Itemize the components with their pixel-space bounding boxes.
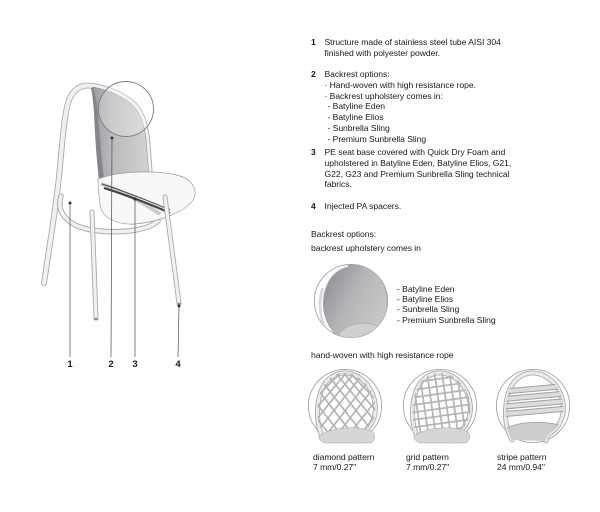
- callout-number-4: 4: [175, 359, 181, 370]
- fabric-item: - Batyline Eden: [397, 284, 455, 294]
- spec-text-line: · Hand-woven with high resistance rope.: [324, 79, 476, 90]
- spec-text-line: upholstered in Batyline Eden, Batyline Elios, G21,: [324, 157, 512, 168]
- pattern-name: grid pattern: [406, 452, 449, 462]
- backrest-upholstery-illustration: [313, 263, 389, 339]
- handwoven-title: hand-woven with high resistance rope: [311, 350, 454, 360]
- spec-item-2: [311, 69, 590, 145]
- spec-text-line: · Backrest upholstery comes in:: [324, 90, 443, 101]
- spec-text-line: PE seat base covered with Quick Dry Foam and: [324, 147, 506, 157]
- callout-number-1: 1: [67, 359, 73, 370]
- backrest-options-title: Backrest options:: [311, 229, 377, 239]
- spec-text-line: fabrics.: [324, 179, 352, 190]
- fabric-item: - Batyline Elios: [397, 294, 454, 305]
- backrest-upholstery-subtitle: backrest upholstery comes in: [311, 243, 421, 253]
- spec-item-4: [311, 201, 590, 212]
- pattern-label-grid: [406, 452, 449, 473]
- pattern-size: 7 mm/0.27": [406, 462, 450, 473]
- spec-text-line: finished with polyester powder.: [324, 47, 440, 58]
- spec-text-line: - Batyline Elios: [327, 112, 384, 123]
- spec-item-1: [311, 37, 590, 59]
- spec-text-line: Backrest options:: [324, 69, 390, 79]
- pattern-label-diamond: [313, 452, 374, 473]
- spec-number: 2: [311, 69, 316, 79]
- pattern-name: diamond pattern: [313, 452, 375, 462]
- pattern-size: 24 mm/0.94": [497, 462, 545, 473]
- spec-text-line: - Premium Sunbrella Sling: [327, 133, 427, 144]
- stripe-pattern-illustration: [495, 368, 571, 444]
- fabric-list: [397, 284, 496, 325]
- spec-text-line: - Batyline Eden: [327, 101, 386, 112]
- spec-text-line: G22, G23 and Premium Sunbrella Sling technical: [324, 168, 510, 179]
- pattern-label-stripe: [497, 452, 546, 473]
- pattern-size: 7 mm/0.27": [313, 462, 357, 473]
- spec-text-line: Injected PA spacers.: [324, 201, 402, 211]
- callout-number-3: 3: [132, 359, 138, 370]
- chair-seat-cushion: [98, 172, 195, 224]
- spec-number: 4: [311, 201, 316, 211]
- spec-number: 3: [311, 147, 316, 157]
- spec-text-line: - Sunbrella Sling: [327, 122, 390, 133]
- fabric-item: - Sunbrella Sling: [397, 304, 460, 315]
- spec-item-3: [311, 147, 590, 190]
- diamond-pattern-illustration: [307, 368, 383, 444]
- grid-pattern-illustration: [402, 368, 478, 444]
- fabric-item: - Premium Sunbrella Sling: [397, 314, 496, 325]
- pattern-name: stripe pattern: [497, 452, 547, 462]
- spec-number: 1: [311, 37, 316, 47]
- backrest-detail-circle: [99, 82, 154, 137]
- callout-number-2: 2: [108, 359, 114, 370]
- chair-drawing: [0, 0, 250, 380]
- spec-text-line: Structure made of stainless steel tube AISI 304: [324, 37, 501, 47]
